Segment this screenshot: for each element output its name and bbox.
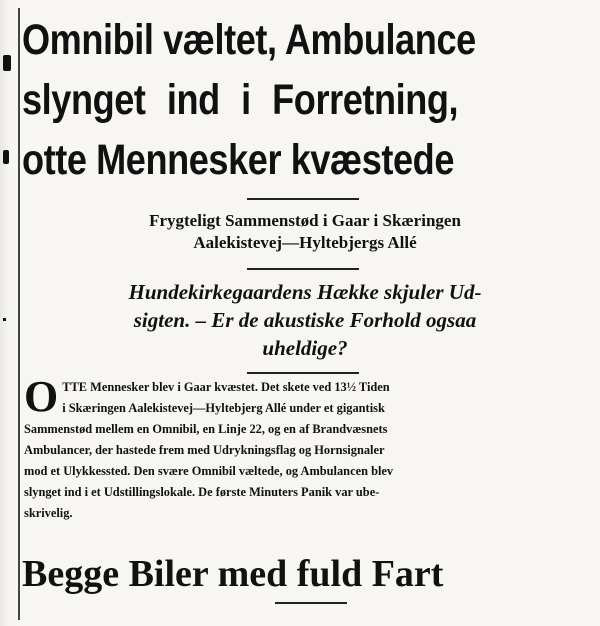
body-line: TTE Mennesker blev i Gaar kvæstet. Det skete ved 13½ Tiden <box>62 380 390 394</box>
deck-line: Hundekirkegaardens Hække skjuler Ud- <box>128 280 482 304</box>
body-line: i Skæringen Aalekistevej—Hyltebjerg Allé under et gigantisk <box>62 401 385 415</box>
headline-line: slynget ind i Forretning, <box>22 76 459 124</box>
body-line: skrivelig. <box>24 506 73 520</box>
margin-ink-mark <box>3 55 11 71</box>
divider-rule <box>247 268 359 270</box>
headline-line: otte Mennesker kvæstede <box>22 136 454 184</box>
body-line: Ambulancer, der hastede frem med Udrykningsflag og Hornsignaler <box>24 443 385 457</box>
body-line: mod et Ulykkessted. Den svære Omnibil væltede, og Ambulancen blev <box>24 464 394 478</box>
headline-line: Omnibil væltet, Ambulance <box>22 16 476 64</box>
crosshead: Begge Biler med fuld Fart <box>22 553 444 595</box>
margin-ink-mark <box>3 318 6 321</box>
subheadline-line: Aalekistevej—Hyltebjergs Allé <box>193 233 417 252</box>
subheadline-line: Frygteligt Sammenstød i Gaar i Skæringen <box>149 211 461 230</box>
margin-ink-mark <box>3 150 9 164</box>
scan-edge <box>0 0 10 626</box>
subheadline <box>22 210 588 254</box>
drop-cap: O <box>24 372 59 421</box>
deck-line: uheldige? <box>262 336 348 360</box>
body-line: slynget ind i et Udstillingslokale. De første Minuters Panik var ube- <box>24 485 380 499</box>
deck <box>22 278 588 362</box>
body-line: Sammenstød mellem en Omnibil, en Linje 22, og en af Brandvæsnets <box>24 422 388 436</box>
article-body <box>24 372 584 524</box>
headline <box>22 10 593 190</box>
deck-line: sigten. – Er de akustiske Forhold ogsaa <box>133 308 477 332</box>
divider-rule <box>275 602 347 604</box>
divider-rule <box>247 198 359 200</box>
divider-rule <box>247 372 359 374</box>
column-rule <box>18 8 20 620</box>
